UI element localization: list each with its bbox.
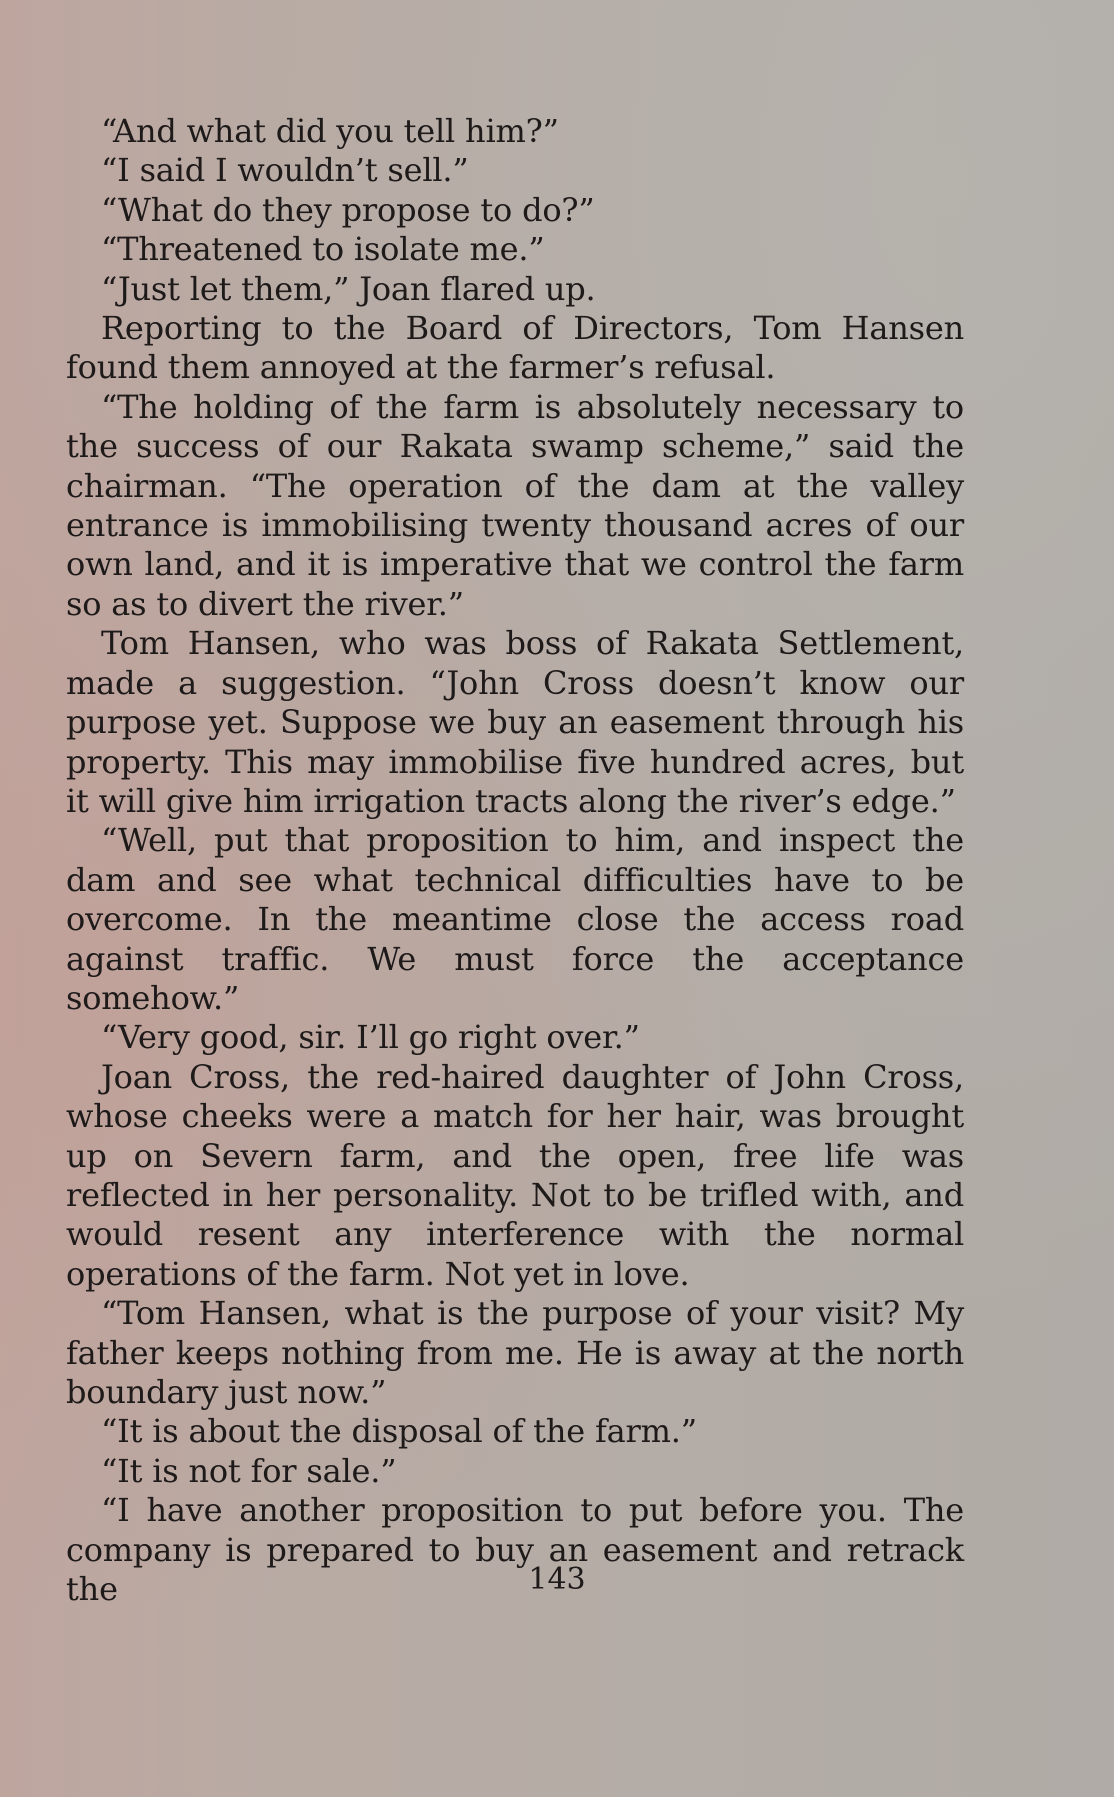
paragraph: “Just let them,” Joan flared up.	[101, 269, 596, 308]
paragraph: “The holding of the farm is absolutely necessary to the success of our Rakata swamp scheme,” said the chairman. “The operation of the dam at the valley entrance is immobilising twenty thousand acres of our own land, and it is imperative that we control the farm so as to divert the river.”	[66, 387, 964, 623]
page-number: 143	[528, 1562, 586, 1597]
paragraph: “Very good, sir. I’ll go right over.”	[101, 1018, 640, 1057]
paragraph: “It is not for sale.”	[101, 1451, 397, 1490]
paragraph: Joan Cross, the red-haired daughter of John Cross, whose cheeks were a match for her hair, was brought up on Severn farm, and the open, free life was reflected in her personality. Not to be trifled with, and would resent any interference with the normal operations of the farm. Not yet in love.	[66, 1057, 964, 1293]
paragraph: “It is about the disposal of the farm.”	[101, 1412, 697, 1451]
paragraph: “I have another proposition to put before you. The company is prepared to buy an easement and retrack the	[66, 1491, 964, 1609]
paragraph: “Threatened to isolate me.”	[101, 230, 545, 269]
paragraph: “Tom Hansen, what is the purpose of your visit? My father keeps nothing from me. He is away at the north boundary just now.”	[66, 1294, 964, 1411]
paragraph: Reporting to the Board of Directors, Tom Hansen found them annoyed at the farmer’s refusal.	[66, 309, 964, 387]
paragraph: “I said I wouldn’t sell.”	[101, 151, 469, 190]
page-body	[66, 112, 964, 1609]
paragraph: “What do they propose to do?”	[101, 190, 595, 229]
paragraph: “Well, put that proposition to him, and inspect the dam and see what technical difficulties have to be overcome. In the meantime close the access road against traffic. We must force the acceptance somehow.”	[66, 821, 964, 1017]
paragraph: “And what did you tell him?”	[101, 112, 559, 150]
paragraph: Tom Hansen, who was boss of Rakata Settlement, made a suggestion. “John Cross doesn’t know our purpose yet. Suppose we buy an easement through his property. This may immobilise five hundred acres, but it will give him irrigation tracts along the river’s edge.”	[66, 624, 964, 820]
